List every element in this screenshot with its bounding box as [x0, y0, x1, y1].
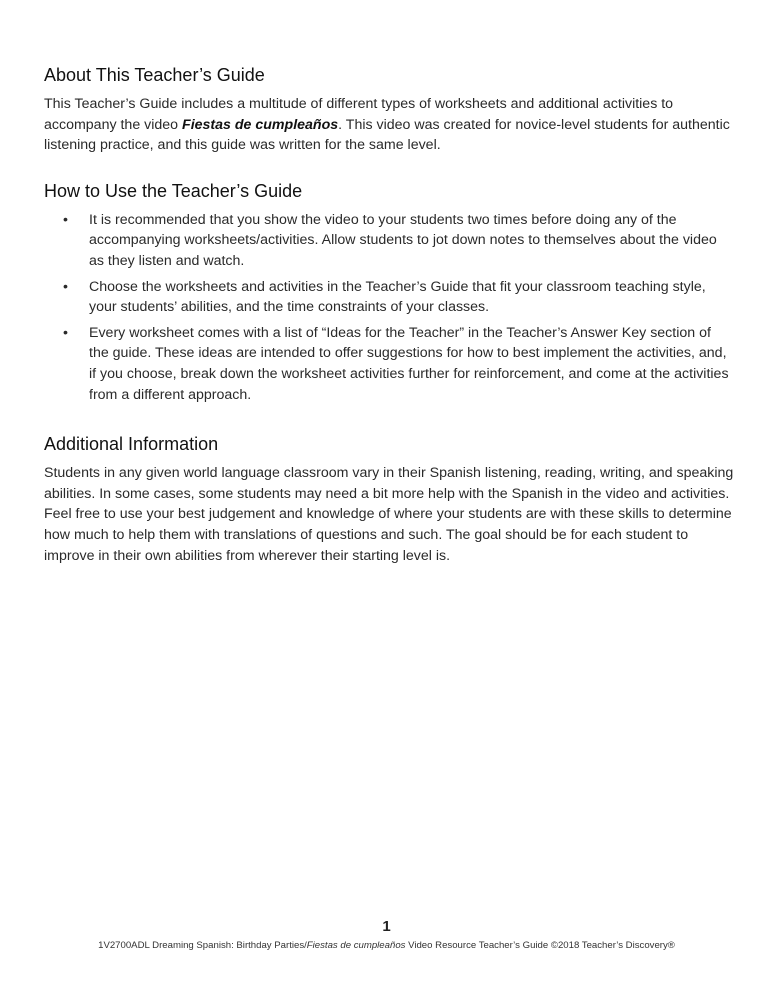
- list-item-text: Choose the worksheets and activities in the Teacher’s Guide that fit your classroom teaching style, your students’ abilities, and the time constraints of your classes.: [89, 278, 706, 316]
- list-item: [44, 277, 734, 318]
- footer-title-italic: Fiestas de cumpleaños: [306, 940, 406, 951]
- video-title: Fiestas de cumpleaños: [182, 116, 339, 133]
- about-heading: About This Teacher’s Guide: [44, 65, 265, 85]
- section-additional: [44, 431, 734, 566]
- additional-paragraph: Students in any given world language classroom vary in their Spanish listening, reading, writing, and speaking abilities. In some cases, some students may need a bit more help with the Spanish in the video and activities. Feel free to use your best judgement and knowledge of where your students are with these skills to determine how much to help them with translations of questions and such. The goal should be for each student to improve in their own abilities from wherever their starting level is.: [44, 465, 734, 564]
- list-item: [44, 210, 734, 272]
- about-paragraph: [44, 94, 734, 156]
- about-text-after: . This video was created for novice-level students for authentic listening practice, and this guide was written for the same level.: [44, 116, 730, 154]
- list-item-text: Every worksheet comes with a list of “Ideas for the Teacher” in the Teacher’s Answer Key section of the guide. These ideas are intended to offer suggestions for how to best implement the activities, and, if you choose, break down the worksheet activities further for reinforcement, and come at the activities from a different approach.: [89, 324, 729, 403]
- document-body: [44, 62, 734, 588]
- additional-heading: Additional Information: [44, 434, 219, 455]
- how-to-use-heading: How to Use the Teacher’s Guide: [44, 180, 303, 201]
- footer-text-after: Video Resource Teacher’s Guide ©2018 Teacher’s Discovery®: [405, 940, 675, 951]
- list-item: [44, 323, 734, 405]
- section-how-to-use: [44, 178, 734, 405]
- bullet-icon: •: [63, 211, 68, 228]
- section-about: [44, 62, 734, 156]
- footer-text-before: 1V2700ADL Dreaming Spanish: Birthday Parties/: [98, 940, 307, 951]
- list-item-text: It is recommended that you show the video to your students two times before doing any of the accompanying worksheets/activities. Allow students to jot down notes to themselves about the video as they listen and watch.: [89, 211, 717, 269]
- bullet-icon: •: [63, 324, 68, 341]
- footer-text: [0, 940, 773, 951]
- about-text-before: This Teacher’s Guide includes a multitude of different types of worksheets and additional activities to accompany the video: [44, 96, 674, 133]
- page-number: 1: [382, 918, 391, 935]
- how-to-use-list: [44, 210, 734, 405]
- bullet-icon: •: [63, 278, 68, 295]
